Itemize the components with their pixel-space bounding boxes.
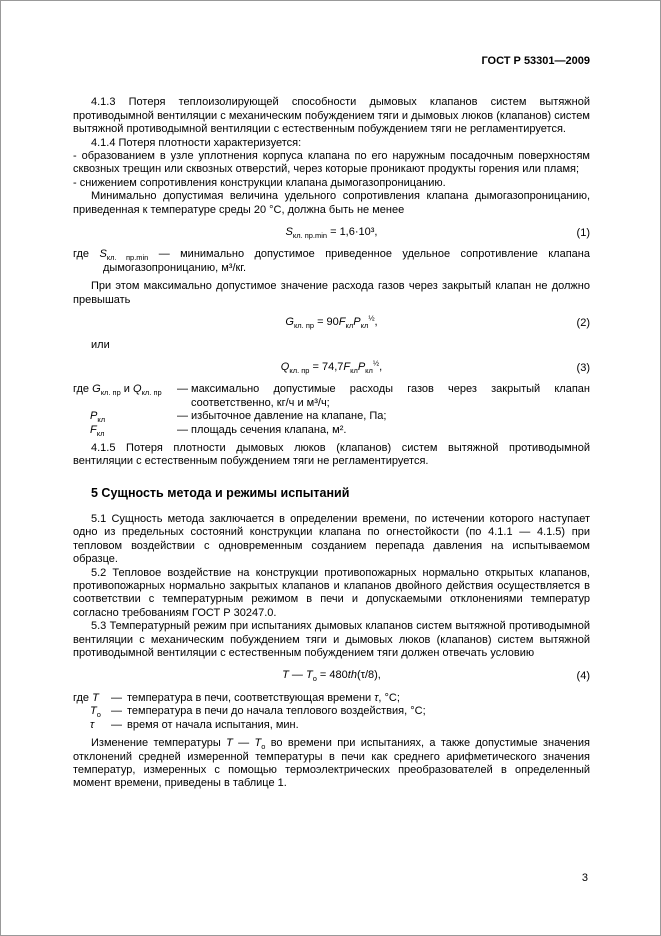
formula-3: $Q_{кл. пр} = 74,7F_{кл}P_{кл}^{\frac{1}{2}}$, [280, 358, 383, 376]
or-connector: или [91, 338, 110, 351]
formula-2-row [73, 313, 590, 331]
paragraph-4-1-5: 4.1.5 Потеря плотности дымовых люков (клапанов) систем вытяжной противодымной вентиляции с естественным побуждением тяги не регламентируется. [73, 441, 590, 468]
paragraph-4-1-4: 4.1.4 Потеря плотности характеризуется: [91, 136, 302, 149]
formula-4-number: (4) [576, 670, 590, 683]
bullet-item-resistance: - снижением сопротивления конструкции клапана дымогазопроницанию. [73, 176, 446, 189]
symbol-t: где T [73, 691, 99, 704]
definition-g-q: максимально допустимые расходы газов через закрытый клапан соответственно, кг/ч и м³/ч; [191, 383, 590, 409]
formula-3-number: (3) [576, 361, 590, 374]
paragraph-4-1-3: 4.1.3 Потеря теплоизолирующей способности дымовых клапанов систем вытяжной противодымной вентиляции с механическим побуждением тяги и дымовых люков (клапанов) систем вытяжной противодымной вентиляции с естественным побуждением тяги не регламентируется. [73, 96, 590, 136]
dash-separator: — [111, 705, 122, 718]
definition-t: температура в печи, соответствующая времени τ, °С; [127, 691, 400, 704]
where-clause-formula-3 [73, 383, 590, 437]
definition-tau: время от начала испытания, мин. [127, 718, 299, 731]
paragraph-max-flow: При этом максимально допустимое значение расхода газов через закрытый клапан не должно превышать [73, 280, 590, 306]
dash-separator: — [111, 718, 122, 731]
dash-separator: — [177, 383, 188, 396]
formula-4: T — $T_о = 480th(\tau/8)$, [282, 669, 381, 684]
formula-2-number: (2) [576, 317, 590, 330]
formula-1-number: (1) [576, 227, 590, 240]
page-content [1, 1, 660, 791]
where-clause-formula-1: где $S_{кл. пр.min}$ — минимально допустимое приведенное удельное сопротивление клапана дымогазопроницанию, м³/кг. [73, 248, 590, 274]
section-5-heading: 5 Сущность метода и режимы испытаний [91, 485, 350, 500]
paragraph-5-3: 5.3 Температурный режим при испытаниях дымовых клапанов систем вытяжной противодымной вентиляции с механическим побуждением тяги и дымовых люков (клапанов) систем вытяжной противодымной вентиляции с естественным побуждением тяги должен отвечать условию [73, 620, 590, 660]
definition-t0: температура в печи до начала теплового воздействия, °С; [127, 705, 426, 718]
symbol-p: $P_{кл}$ [90, 410, 106, 425]
dash-separator: — [177, 410, 188, 423]
formula-2: $G_{кл. пр} = 90F_{кл}P_{кл}^{\frac{1}{2}}$, [285, 313, 378, 331]
symbol-t0: $T_о$ [90, 705, 101, 720]
formula-1-row [73, 226, 590, 239]
symbol-g-q: где $G_{кл. пр}$ и $Q_{кл. пр}$ [73, 383, 162, 398]
symbol-tau: τ [90, 718, 95, 731]
definition-p: избыточное давление на клапане, Па; [191, 410, 387, 423]
paragraph-temperature-change: Изменение температуры T — $T_о$ во времени при испытаниях, а также допустимые значения отклонений средней измеренной температуры в печи как среднего арифметического значения температур, измеренных с помощью термоэлектрических преобразователей в определенный момент времени, приведены в таблице 1. [73, 737, 590, 790]
formula-4-row [73, 669, 590, 682]
formula-3-row [73, 358, 590, 376]
page-number: 3 [581, 871, 588, 884]
where-clause-formula-4 [73, 692, 590, 732]
paragraph-5-2: 5.2 Тепловое воздействие на конструкции противопожарных нормально открытых клапанов, противопожарных нормально закрытых клапанов и клапанов двойного действия осуществляется в соответствии с температурным режимом в печи и допускаемыми отклонениями температур согласно требованиям ГОСТ Р 30247.0. [73, 566, 590, 619]
bullet-item-cracks: - образованием в узле уплотнения корпуса клапана по его наружным посадочным поверхностям сквозных трещин или сквозных отверстий, через которые проникают продукты горения или пламя; [73, 150, 590, 176]
dash-separator: — [111, 691, 122, 704]
doc-code-header: ГОСТ Р 53301—2009 [481, 55, 590, 67]
paragraph-min-resistance: Минимально допустимая величина удельного сопротивления клапана дымогазопроницанию, приведенная к температуре среды 20 °С, должна быть не менее [73, 190, 590, 216]
symbol-f: $F_{кл}$ [90, 423, 105, 438]
paragraph-5-1: 5.1 Сущность метода заключается в определении времени, по истечении которого наступает одно из предельных состояний конструкции клапана по огнестойкости (по 4.1.1 — 4.1.5) при тепловом воздействии с одновременным созданием перепада давления на испытываемом образце. [73, 513, 590, 566]
definition-f: площадь сечения клапана, м². [191, 423, 347, 436]
dash-separator: — [177, 423, 188, 436]
formula-1: $S_{кл. пр.min} = 1,6\cdot 10^3$, [285, 226, 378, 241]
